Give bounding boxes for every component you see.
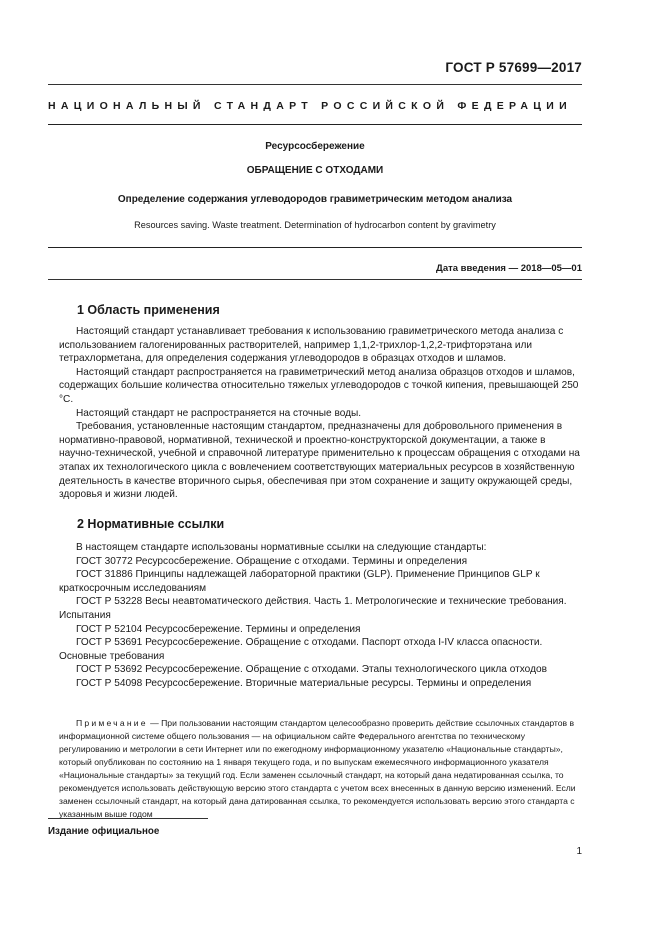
section-2-body: [59, 541, 582, 691]
document-subject: Ресурсосбережение: [265, 141, 365, 152]
date-divider: [48, 279, 582, 280]
document-subtitle: Определение содержания углеводородов гравиметрическим методом анализа: [117, 194, 513, 205]
page-number: 1: [576, 846, 582, 857]
introduction-date: Дата введения — 2018—05—01: [436, 263, 582, 274]
section-1-paragraph: Настоящий стандарт не распространяется на сточные воды.: [76, 407, 362, 419]
references-intro: В настоящем стандарте использованы нормативные ссылки на следующие стандарты:: [76, 542, 487, 553]
section-1-paragraph: Требования, установленные настоящим стандартом, предназначены для добровольного применения в нормативно-правовой, нормативной, технической и проектно-конструкторской документации, а также в научно-технической, учебной и справочной литературе применительно к процессам обращения с отходами на этапах их технологического цикла с вовлечением соответствующих материальных ресурсов в хозяйственную деятельность в качестве вторичного сырья, обеспечивая при этом сохранение и защиту окружающей среды, здоровья и жизни людей.: [59, 421, 580, 501]
section-1-paragraph: Настоящий стандарт распространяется на гравиметрический метод анализа образцов отходов и шламов, содержащих большие количества относительно тяжелых углеводородов с точкой кипения, превышающей 250 °С.: [59, 366, 579, 405]
header-divider-top: [48, 84, 582, 85]
note-label: Примечание: [76, 718, 148, 728]
references-note: [59, 717, 582, 821]
national-standard-banner: НАЦИОНАЛЬНЫЙ СТАНДАРТ РОССИЙСКОЙ ФЕДЕРАЦИИ: [48, 100, 572, 112]
reference-item: ГОСТ Р 53228 Весы неавтоматического действия. Часть 1. Метрологические и технические требования. Испытания: [59, 596, 567, 621]
reference-item: ГОСТ 30772 Ресурсосбережение. Обращение с отходами. Термины и определения: [76, 555, 468, 567]
section-1-heading: 1 Область применения: [77, 303, 220, 317]
reference-item: ГОСТ Р 54098 Ресурсосбережение. Вторичные материальные ресурсы. Термины и определения: [76, 677, 532, 689]
english-title: Resources saving. Waste treatment. Determination of hydrocarbon content by gravimetry: [134, 220, 496, 230]
standard-number: ГОСТ Р 57699—2017: [445, 60, 582, 75]
section-2-heading: 2 Нормативные ссылки: [77, 517, 225, 531]
footer-divider: [48, 818, 208, 819]
header-divider-bottom: [48, 124, 582, 125]
reference-item: ГОСТ Р 52104 Ресурсосбережение. Термины и определения: [76, 623, 361, 635]
note-paragraph: [59, 717, 582, 821]
note-text: — При пользовании настоящим стандартом целесообразно проверить действие ссылочных стандартов в информационной системе общего пользования — на официальном сайте Федерального агентства по техническому регулированию и метрологии в сети Интернет или по ежегодному информационному указателю «Национальные стандарты», который опубликован по состоянию на 1 января текущего года, и по выпускам ежемесячного информационного указателя «Национальные стандарты» за текущий год. Если заменен ссылочный стандарт, на который дана недатированная ссылка, то рекомендуется использовать действующую версию этого стандарта с учетом всех внесенных в данную версию изменений. Если заменен ссылочный стандарт, на который дана датированная ссылка, то рекомендуется использовать версию этого стандарта с указанным выше годом: [59, 718, 576, 819]
document-title: ОБРАЩЕНИЕ С ОТХОДАМИ: [246, 165, 384, 176]
reference-item: ГОСТ Р 53692 Ресурсосбережение. Обращение с отходами. Этапы технологического цикла отходов: [76, 664, 547, 676]
section-1-paragraph: Настоящий стандарт устанавливает требования к использованию гравиметрического метода анализа с использованием галогенированных растворителей, например 1,1,2-трихлор-1,2,2-трифторэтана или тетрахлорметана, для определения содержания углеводородов в образцах отходов и шламов.: [59, 326, 564, 365]
reference-item: ГОСТ 31886 Принципы надлежащей лабораторной практики (GLP). Применение Принципов GLP к краткосрочным исследованиям: [59, 569, 540, 594]
title-divider: [48, 247, 582, 248]
reference-item: ГОСТ Р 53691 Ресурсосбережение. Обращение с отходами. Паспорт отхода I-IV класса опасности. Основные требования: [59, 637, 543, 662]
section-1-body: [59, 325, 582, 502]
official-edition-label: Издание официальное: [48, 826, 160, 837]
